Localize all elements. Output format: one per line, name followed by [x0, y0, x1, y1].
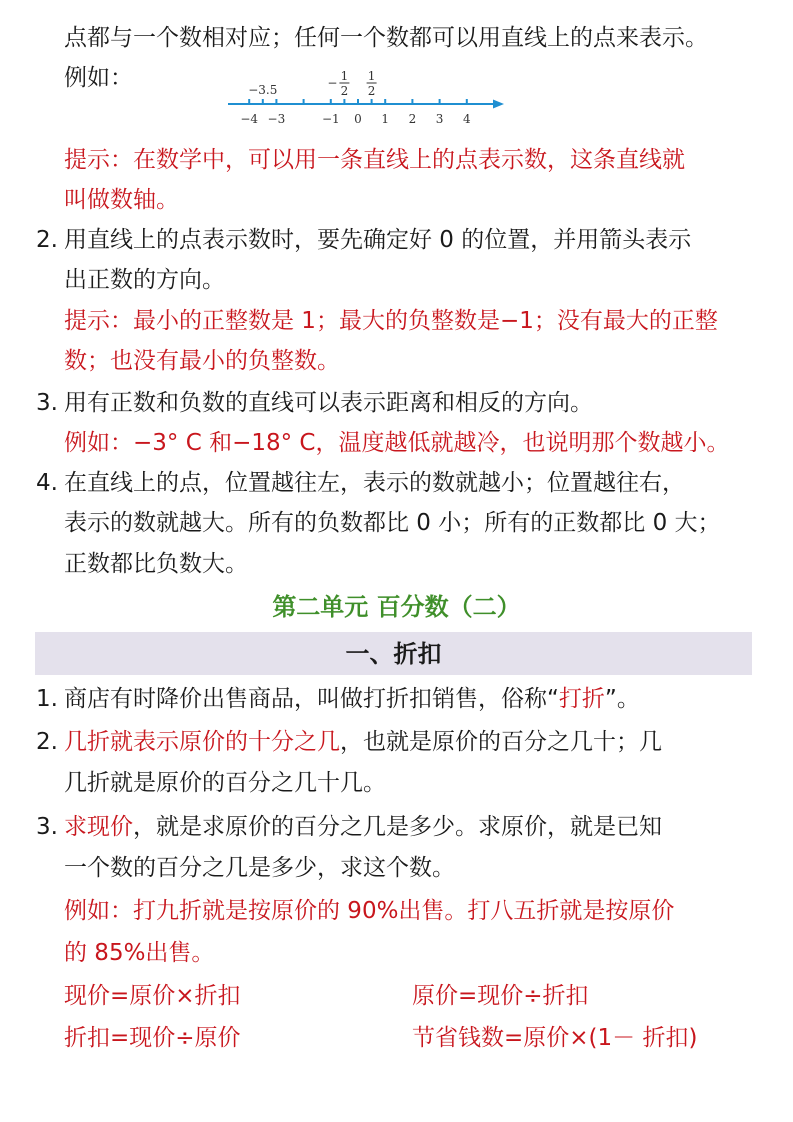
marked-decimal-label: −3.5 [248, 83, 278, 97]
hint-1-line1: 提示：在数学中，可以用一条直线上的点表示数，这条直线就 [64, 147, 685, 173]
marked-fraction-label [367, 69, 377, 98]
item-4-number: 4. [36, 470, 58, 496]
axis-arrow-icon [493, 100, 504, 109]
tick-label: 3 [435, 112, 444, 126]
discount-example-line2: 的 85%出售。 [64, 940, 215, 966]
hint-2-line1: 提示：最小的正整数是 1；最大的负整数是−1；没有最大的正整 [64, 308, 718, 334]
hint-1-line2: 叫做数轴。 [64, 187, 179, 213]
term-dazhe: 打折 [558, 686, 605, 712]
discount-3-line1: 求现价，就是求原价的百分之几是多少。求原价，就是已知 [64, 814, 662, 840]
formula-discount: 折扣=现价÷原价 [64, 1025, 241, 1051]
tick-label: 1 [381, 112, 390, 126]
item-2-line1: 用直线上的点表示数时，要先确定好 0 的位置，并用箭头表示 [64, 227, 692, 253]
discount-1-number: 1. [36, 686, 58, 712]
item-4-line1: 在直线上的点，位置越往左，表示的数就越小；位置越往右， [64, 470, 685, 496]
item-4-line2: 表示的数就越大。所有的负数都比 0 小；所有的正数都比 0 大； [64, 510, 721, 536]
tick-label: 4 [462, 112, 471, 126]
item-3-example: 例如：−3° C 和−18° C，温度越低就越冷，也说明那个数越小。 [64, 430, 730, 456]
item-3-number: 3. [36, 390, 58, 416]
section-title-band [35, 632, 752, 675]
discount-1-text: 商店有时降价出售商品，叫做打折扣销售，俗称“打折”。 [64, 686, 640, 712]
item-2-line2: 出正数的方向。 [64, 267, 225, 293]
number-line-figure [218, 68, 518, 130]
svg-text:−: − [327, 76, 338, 90]
intro-line: 点都与一个数相对应；任何一个数都可以用直线上的点来表示。 [64, 25, 708, 51]
tick-label: −1 [321, 112, 340, 126]
item-3-line1: 用有正数和负数的直线可以表示距离和相反的方向。 [64, 390, 593, 416]
item-2-number: 2. [36, 227, 58, 253]
discount-2-line2: 几折就是原价的百分之几十几。 [64, 770, 386, 796]
section-title: 一、折扣 [345, 639, 442, 668]
formula-savings: 节省钱数=原价×(1－ 折扣) [412, 1025, 698, 1051]
discount-example-line1: 例如：打九折就是按原价的 90%出售。打八五折就是按原价 [64, 898, 675, 924]
discount-2-line1: 几折就表示原价的十分之几，也就是原价的百分之几十；几 [64, 729, 662, 755]
svg-text:2: 2 [340, 84, 349, 98]
item-4-line3: 正数都比负数大。 [64, 551, 248, 577]
unit-title: 第二单元 百分数（二） [272, 592, 521, 621]
example-label: 例如： [64, 65, 133, 91]
term-jizhe: 几折就表示原价的十分之几 [64, 729, 340, 755]
formula-original-price: 原价=现价÷折扣 [412, 983, 589, 1009]
tick-label: −3 [267, 112, 286, 126]
discount-2-number: 2. [36, 729, 58, 755]
term-xianjia: 求现价 [64, 814, 133, 840]
svg-text:2: 2 [367, 84, 376, 98]
formula-current-price: 现价=原价×折扣 [64, 983, 241, 1009]
svg-text:1: 1 [367, 69, 376, 83]
discount-3-number: 3. [36, 814, 58, 840]
number-line-axis [228, 100, 504, 109]
svg-text:1: 1 [340, 69, 349, 83]
marked-fraction-label [327, 69, 349, 98]
tick-label: 2 [408, 112, 417, 126]
discount-3-line2: 一个数的百分之几是多少，求这个数。 [64, 855, 455, 881]
hint-2-line2: 数；也没有最小的负整数。 [64, 348, 340, 374]
tick-label: 0 [354, 112, 362, 126]
tick-label: −4 [240, 112, 259, 126]
